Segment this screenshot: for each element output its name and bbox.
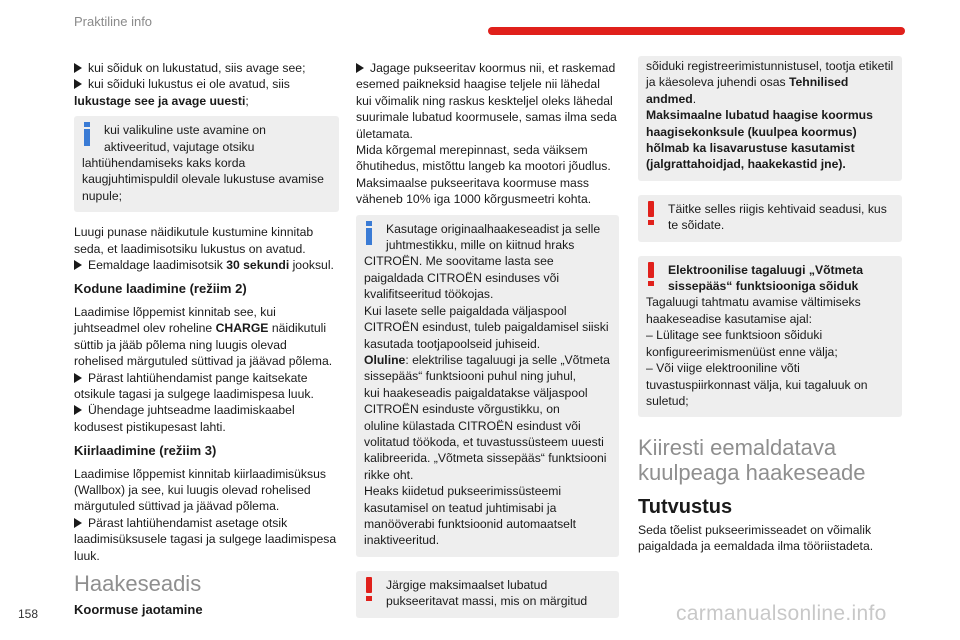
info-icon: [364, 221, 374, 245]
bullet-arrow-icon: [74, 260, 82, 270]
warning-icon: [364, 577, 374, 601]
info-box: Kasutage originaalhaakeseadist ja selle juhtmestikku, mille on kiitnud hraks CITROËN. Me soovitame lasta see paigaldada CITROËN esinduses või kvalifitseeritud töökojas. Kui lasete selle paigaldada väljaspool CITROËN esindust, tuleb paigaldamisel siiski kasutada tootjapoolseid juhiseid. Oluline: elektrilise tagaluugi ja selle „Võtmeta sissepääs“ funktsiooni puhul ning juhul, kui haakeseadis paigaldatakse väljaspool CITROËN esinduste võrgustikku, on oluline külastada CITROËN esindust või volitatud töökoda, et tuvastussüsteem uuesti kalibreerida. „Võtmeta sissepääs“ funktsiooni rikke oht. Heaks kiidetud pukseerimissüsteemi kasutamisel on teatud juhtimisabi ja manööverabi funktsioonid automaatselt inaktiveeritud.: [356, 215, 619, 557]
heading-home-charging: Kodune laadimine (režiim 2): [74, 281, 247, 297]
header-accent-bar: [488, 27, 905, 35]
heading-fast-charging: Kiirlaadimine (režiim 3): [74, 443, 217, 459]
column-2: [356, 60, 619, 630]
heading-detachable-towbar: Kiiresti eemaldatava kuulpeaga haakeseade: [638, 435, 866, 486]
info-icon: [82, 122, 92, 146]
paragraph: Laadimise lõppemist kinnitab see, kui juhtseadmel olev roheline CHARGE näidikutuli süttib ja jääb põlema ning luugis olevad rohelised märgutuled süttivad ja jäävad põlema. Pärast lahtiühendamist pange kaitsekate otsikule tagasi ja sulgege laadimispesa luuk. Ühendage juhtseadme laadimiskaabel kodusest pistikupesast lahti.: [74, 304, 333, 434]
heading-load-distribution: Koormuse jaotamine: [74, 602, 203, 618]
bullet-arrow-icon: [74, 405, 82, 415]
paragraph: kui sõiduk on lukustatud, siis avage see; kui sõiduki lukustus ei ole avatud, siis lukustage see ja avage uuesti;: [74, 61, 306, 108]
bullet-arrow-icon: [74, 373, 82, 383]
heading-introduction: Tutvustus: [638, 496, 733, 519]
column-3: [638, 56, 902, 562]
warning-icon: [646, 201, 656, 225]
bullet-arrow-icon: [74, 79, 82, 89]
warning-box: Järgige maksimaalset lubatud pukseeritavat massi, mis on märgitud: [356, 571, 619, 618]
bullet-arrow-icon: [356, 63, 364, 73]
heading-towbar: Haakeseadis: [74, 570, 202, 596]
bullet-arrow-icon: [74, 63, 82, 73]
bullet-arrow-icon: [74, 518, 82, 528]
page-number: 158: [18, 607, 39, 621]
column-1: [74, 60, 339, 625]
paragraph: Laadimise lõppemist kinnitab kiirlaadimisüksus (Wallbox) ja see, kui luugis olevad rohelised märgutuled süttivad ja jäävad põlema. Pärast lahtiühendamist asetage otsik laadimisüksusele tagasi ja sulgege laadimispesa luuk.: [74, 466, 337, 563]
warning-box-continued: sõiduki registreerimistunnistusel, tootja etiketil ja käesoleva juhendi osas Tehnilised andmed. Maksimaalne lubatud haagise koormus haagisekonksule (kuulpea koormus) hõlmab ka lisavarustuse kasutamist (jalgrattahoidjad, haakekastid jne).: [638, 56, 902, 181]
warning-icon: [646, 262, 656, 286]
warning-box: Elektroonilise tagaluugi „Võtmeta sissepääs“ funktsiooniga sõiduk Tagaluugi tahtmatu avamise vältimiseks haakeseadise kasutamise ajal: – Lülitage see funktsioon sõiduki konfigureerimismenüüst enne välja; – Või viige elektrooniline võti tuvastuspiirkonnast välja, kui tagaluuk on suletud;: [638, 256, 902, 418]
section-header: Praktiline info: [74, 14, 153, 29]
paragraph: Luugi punase näidikutule kustumine kinnitab seda, et laadimisotsiku lukustus on avatud. Eemaldage laadimisotsik 30 sekundi jooksul.: [74, 225, 334, 273]
paragraph: Jagage pukseeritav koormus nii, et raskemad esemed paikneksid haagise teljele nii lähedal kui võimalik ning raskus keskteljel oleks lähedal suurimale lubatud koormusele, samas ilma seda ületamata. Mida kõrgemal merepinnast, seda väiksem õhutihedus, mistõttu langeb ka mootori jõudlus. Maksimaalse pukseeritava koormuse mass väheneb 10% iga 1000 kõrgusmeetri kohta.: [356, 61, 617, 207]
info-box: kui valikuline uste avamine on aktiveeritud, vajutage otsiku lahtiühendamiseks kaks korda kaugjuhtimispuldil olevale lukustuse avamise nupule;: [74, 116, 339, 212]
paragraph: Seda tõelist pukseerimisseadet on võimalik paigaldada ja eemaldada ilma tööriistadeta.: [638, 522, 874, 554]
warning-box: Täitke selles riigis kehtivaid seadusi, kus te sõidate.: [638, 195, 902, 242]
watermark: carmanualsonline.info: [676, 602, 887, 625]
